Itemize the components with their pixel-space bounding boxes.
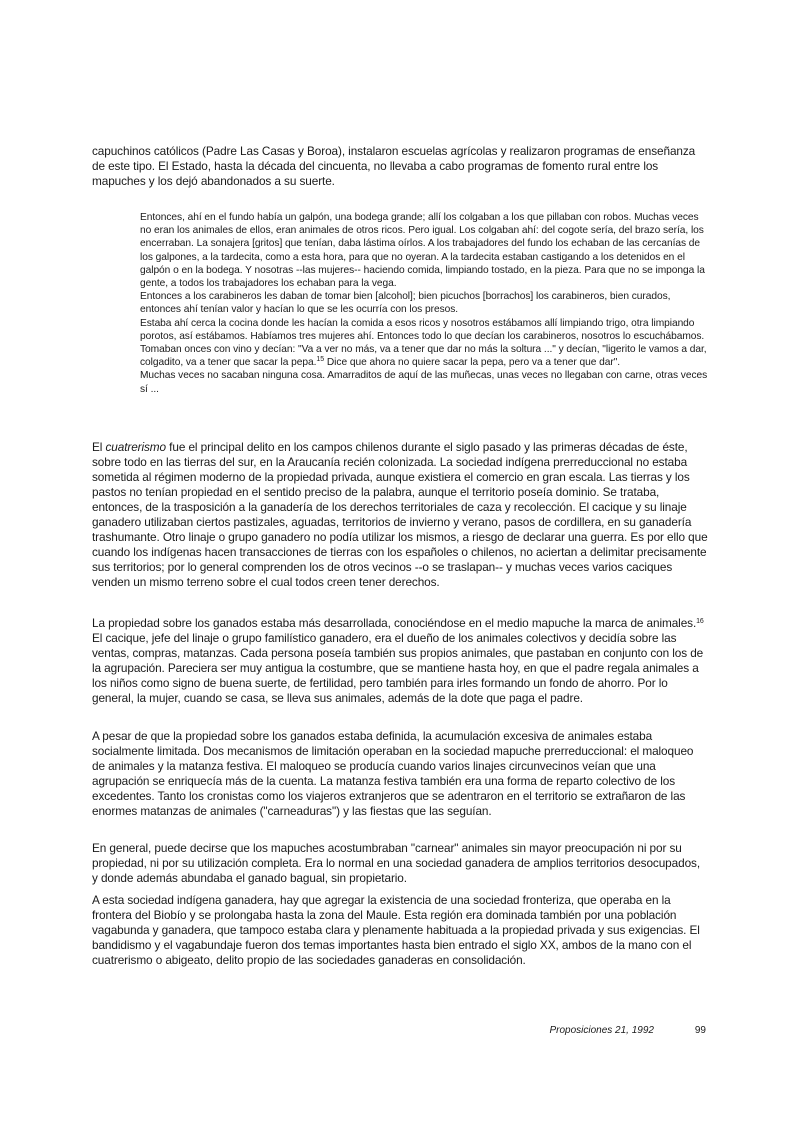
term-cuatrerismo: cuatrerismo: [105, 440, 166, 454]
quote-paragraph-1: Entonces, ahí en el fundo había un galpón, una bodega grande; allí los colgaban a los que pillaban con robos. Muchas veces no eran los animales de ellos, eran animales de otros ricos. Pero igual. Los colgaban ahí: del cogote sería, del brazo sería, los encerraban. La sonajera [gritos] que tenían, daba lástima oírlos. A los trabajadores del fundo los echaban de las cercanías de los galpones, a la tardecita, como a esta hora, para que no oyeran. A la tardecita estaban castigando a los detenidos en el galpón o en la bodega. Y nosotras --las mujeres-- haciendo comida, limpiando tostado, en la pieza. Para que no se imponga la gente, a todos los trabajadores los echaban para la vega.: [140, 212, 705, 290]
paragraph-carnear-text: En general, puede decirse que los mapuches acostumbraban "carnear" animales sin mayor preocupación ni por su propiedad, ni por su utilización completa. Era lo normal en una sociedad ganadera de amplios territorios desocupados, y donde además abundaba el ganado bagual, sin propietario.: [92, 841, 701, 885]
paragraph-cuatrerismo: [92, 440, 708, 590]
paragraph-fronteriza-text: A esta sociedad indígena ganadera, hay que agregar la existencia de una sociedad fronteriza, que operaba en la frontera del Biobío y se prolongaba hasta la zona del Maule. Esta región era dominada también por una población vagabunda y ganadera, que tampoco estaba clara y plenamente habituada a la propiedad privada y sus exigencias. El bandidismo y el vagabundaje fueron dos temas importantes hasta bien entrado el siglo XX, ambos de la mano con el cuatrerismo o abigeato, delito propio de las sociedades ganaderas en consolidación.: [92, 893, 700, 967]
quote-paragraph-3-text-end: Dice que ahora no quiere sacar la pepa, pero va a tener que dar".: [324, 357, 621, 369]
paragraph-intro: [92, 144, 708, 189]
paragraph-carnear: [92, 841, 708, 886]
footnote-ref-16: 16: [696, 618, 704, 625]
paragraph-propiedad-text: La propiedad sobre los ganados estaba más desarrollada, conociéndose en el medio mapuche la marca de animales.: [92, 616, 697, 630]
paragraph-limitacion-text: A pesar de que la propiedad sobre los ganados estaba definida, la acumulación excesiva de animales estaba socialmente limitada. Dos mecanismos de limitación operaban en la sociedad mapuche prerreduccional: el maloqueo de animales y la matanza festiva. El maloqueo se producía cuando varios linajes circunvecinos veían que una agrupación se enriquecía más de la cuenta. La matanza festiva también era una forma de reparto colectivo de los excedentes. Tanto los cronistas como los viajeros extranjeros que se adentraron en el territorio se extrañaron de las enormes matanzas de animales ("carneaduras") y las fiestas que las seguían.: [92, 729, 694, 818]
quote-paragraph-2: Entonces a los carabineros les daban de tomar bien [alcohol]; bien picuchos [borrachos] los carabineros, bien curados, entonces ahí tenían valor y hacían lo que se les ocurría con los presos.: [140, 291, 671, 316]
block-quote: [140, 211, 708, 396]
paragraph-propiedad-ganados: [92, 616, 708, 706]
quote-paragraph-3-text: Estaba ahí cerca la cocina donde les hacían la comida a esos ricos y nosotros estábamos allí limpiando trigo, otra limpiando porotos, así estábamos. Habíamos tres mujeres ahí. Entonces todo lo que decían los carabineros, nosotros lo escuchábamos. Tomaban onces con vino y decían: "Va a ver no más, va a tener que dar no más la soltura ..." y decían, "ligerito le vamos a dar, colgadito, va a tener que sacar la pepa.: [140, 317, 707, 369]
quote-paragraph-4: Muchas veces no sacaban ninguna cosa. Amarraditos de aquí de las muñecas, unas veces no llegaban con carne, otras veces sí ...: [140, 370, 708, 395]
paragraph-intro-text: capuchinos católicos (Padre Las Casas y Boroa), instalaron escuelas agrícolas y realizaron programas de enseñanza de este tipo. El Estado, hasta la década del cincuenta, no llevaba a cabo programas de fomento rural entre los mapuches y los dejó abandonados a su suerte.: [92, 144, 696, 188]
paragraph-sociedad-fronteriza: [92, 893, 708, 968]
quote-paragraph-3: [140, 317, 708, 370]
page-number: 99: [694, 1025, 706, 1036]
footnote-ref-15: 15: [316, 356, 325, 364]
paragraph-cuatrerismo-text: fue el principal delito en los campos chilenos durante el siglo pasado y las primeras décadas de éste, sobre todo en las tierras del sur, en la Araucanía recién colonizada. La sociedad indígena prerreduccional no estaba sometida al régimen moderno de la propiedad privada, aunque existiera el comercio en gran escala. Las tierras y los pastos no tenían propiedad en el sentido preciso de la palabra, aunque el territorio poseía dominio. Se trataba, entonces, de la trasposición a la ganadería de los derechos territoriales de caza y recolección. El cacique y su linaje ganadero utilizaban ciertos pastizales, aguadas, territorios de invierno y verano, pasos de cordillera, en su ganadería trashumante. Otro linaje o grupo ganadero no podía utilizar los mismos, a riesgo de declarar una guerra. Es por ello que cuando los indígenas hacen transacciones de tierras con los españoles o chilenos, no aciertan a delimitar precisamente sus territorios; por lo general comprenden los de otros vecinos --o se traslapan-- y muchas veces varios caciques venden un mismo terreno sobre el cual todos creen tener derechos.: [92, 440, 708, 589]
paragraph-propiedad-text-end: El cacique, jefe del linaje o grupo familístico ganadero, era el dueño de los animales colectivos y decidía sobre las ventas, compras, matanzas. Cada persona poseía también sus propios animales, que pastaban en conjunto con los de la agrupación. Pareciera ser muy antigua la costumbre, que se mantiene hasta hoy, en que el padre regala animales a los niños como signo de buena suerte, de fertilidad, pero también para irles formando un fondo de ahorro. Por lo general, la mujer, cuando se casa, se lleva sus animales, además de la dote que paga el padre.: [92, 631, 704, 705]
paragraph-limitacion: [92, 729, 708, 819]
paragraph-cuatrerismo-start: El: [92, 440, 106, 454]
journal-citation: Proposiciones 21, 1992: [549, 1025, 654, 1036]
